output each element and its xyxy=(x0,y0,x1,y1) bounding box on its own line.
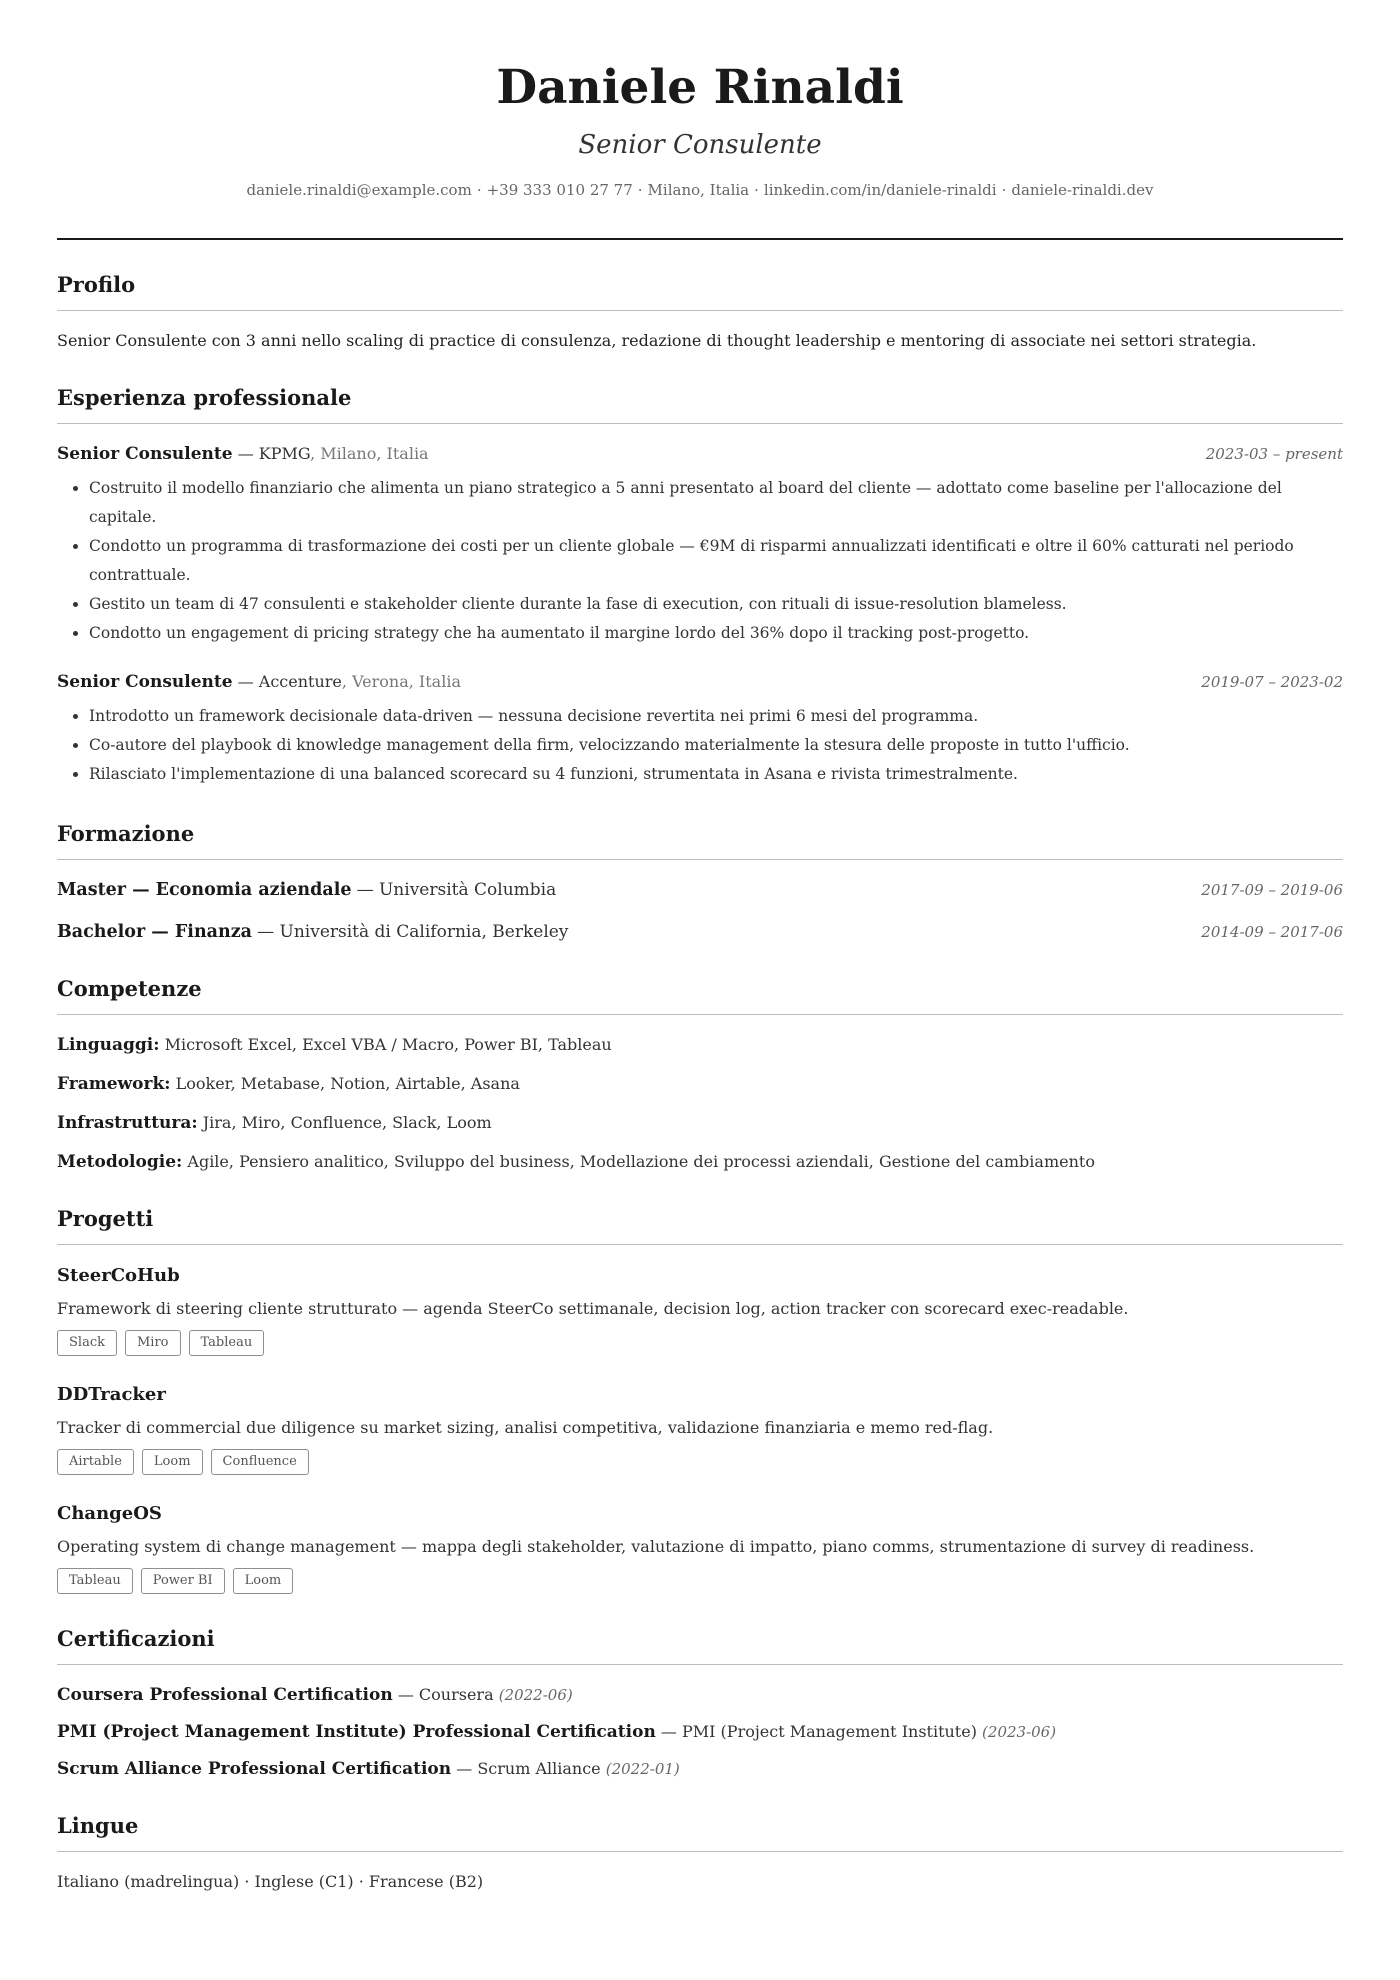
skill-row xyxy=(57,1150,1343,1174)
skill-label: Linguaggi: xyxy=(57,1035,160,1055)
job-dates: 2023-03 – present xyxy=(1205,445,1343,463)
education-dates: 2017-09 – 2019-06 xyxy=(1201,881,1343,899)
contact-separator: · xyxy=(476,181,482,199)
certification-name: Coursera Professional Certification xyxy=(57,1685,393,1705)
job-dates: 2019-07 – 2023-02 xyxy=(1201,673,1343,691)
certification-name: PMI (Project Management Institute) Professional Certification xyxy=(57,1722,656,1742)
project-name: ChangeOS xyxy=(57,1503,162,1524)
certification-date: (2023-06) xyxy=(982,1723,1057,1741)
skill-values: Jira, Miro, Confluence, Slack, Loom xyxy=(202,1113,492,1132)
education-entry xyxy=(57,920,1343,944)
skill-label: Framework: xyxy=(57,1074,171,1094)
skill-values: Agile, Pensiero analitico, Sviluppo del business, Modellazione dei processi aziendali, Gestione del cambiamento xyxy=(187,1152,1095,1171)
skills-section xyxy=(57,976,1343,1174)
contact-line xyxy=(57,180,1343,200)
job-bullet: • Gestito un team di 47 consulenti e stakeholder cliente durante la fase di execution, con rituali di issue-resolution blameless. xyxy=(89,590,1343,619)
section-heading-education: Formazione xyxy=(57,821,1343,860)
section-heading-certifications: Certificazioni xyxy=(57,1626,1343,1665)
certifications-section xyxy=(57,1626,1343,1781)
contact-phone[interactable]: +39 333 010 27 77 xyxy=(486,181,633,199)
job-bullet: • Condotto un engagement di pricing strategy che ha aumentato il margine lordo del 36% dopo il tracking post-progetto. xyxy=(89,619,1343,648)
contact-email[interactable]: daniele.rinaldi@example.com xyxy=(246,181,472,199)
job-bullets xyxy=(57,474,1343,648)
certification-name: Scrum Alliance Professional Certification xyxy=(57,1759,452,1779)
header-divider xyxy=(57,238,1343,240)
certification-issuer: PMI (Project Management Institute) xyxy=(682,1722,977,1741)
section-heading-languages: Lingue xyxy=(57,1813,1343,1852)
dash: — xyxy=(456,1759,473,1778)
job-bullet: • Costruito il modello finanziario che alimenta un piano strategico a 5 anni presentato al board del cliente — adottato come baseline per l'allocazione del capitale. xyxy=(89,474,1343,532)
project-entry xyxy=(57,1382,1343,1475)
project-tag: Slack xyxy=(57,1330,117,1356)
experience-section xyxy=(57,385,1343,789)
education-section xyxy=(57,821,1343,944)
certification-issuer: Coursera xyxy=(418,1685,494,1704)
project-tag: Loom xyxy=(233,1568,294,1594)
job-entry xyxy=(57,670,1343,789)
job-location: Verona, Italia xyxy=(352,672,461,691)
job-location: Milano, Italia xyxy=(320,444,429,463)
education-degree: Bachelor — Finanza xyxy=(57,922,253,942)
project-tag: Miro xyxy=(125,1330,181,1356)
skill-row xyxy=(57,1111,1343,1135)
project-tag: Airtable xyxy=(57,1449,134,1475)
certification-entry xyxy=(57,1757,1343,1781)
job-company: Accenture xyxy=(258,672,342,691)
contact-separator: · xyxy=(1001,181,1007,199)
project-tag: Power BI xyxy=(141,1568,225,1594)
project-entry xyxy=(57,1501,1343,1594)
dash: — xyxy=(257,922,275,942)
job-bullets xyxy=(57,702,1343,789)
dash: — xyxy=(660,1722,677,1741)
education-entry xyxy=(57,878,1343,902)
project-description: Framework di steering cliente strutturato — agenda SteerCo settimanale, decision log, action tracker con scorecard exec-readable. xyxy=(57,1299,1129,1318)
project-tag: Tableau xyxy=(189,1330,265,1356)
languages-section xyxy=(57,1813,1343,1894)
project-tags xyxy=(57,1449,1343,1475)
job-role: Senior Consulente xyxy=(57,444,233,464)
projects-section xyxy=(57,1206,1343,1594)
project-tag: Tableau xyxy=(57,1568,133,1594)
project-name: SteerCoHub xyxy=(57,1265,180,1286)
resume-header xyxy=(57,0,1343,240)
project-name: DDTracker xyxy=(57,1384,166,1405)
contact-separator: · xyxy=(637,181,643,199)
dash: — xyxy=(356,880,374,900)
project-description: Operating system di change management — mappa degli stakeholder, valutazione di impatto, piano comms, strumentazione di survey di readiness. xyxy=(57,1537,1255,1556)
job-entry xyxy=(57,442,1343,648)
skill-values: Microsoft Excel, Excel VBA / Macro, Power BI, Tableau xyxy=(164,1035,612,1054)
contact-location: Milano, Italia xyxy=(647,181,750,199)
skill-label: Metodologie: xyxy=(57,1152,183,1172)
project-tag: Confluence xyxy=(211,1449,309,1475)
dash: — xyxy=(397,1685,414,1704)
certification-issuer: Scrum Alliance xyxy=(477,1759,601,1778)
certification-date: (2022-01) xyxy=(605,1760,680,1778)
job-role: Senior Consulente xyxy=(57,672,233,692)
contact-website[interactable]: daniele-rinaldi.dev xyxy=(1011,181,1154,199)
project-description: Tracker di commercial due diligence su market sizing, analisi competitiva, validazione finanziaria e memo red-flag. xyxy=(57,1418,994,1437)
project-tag: Loom xyxy=(142,1449,203,1475)
candidate-title: Senior Consulente xyxy=(578,130,822,160)
project-tags xyxy=(57,1330,1343,1356)
profile-summary: Senior Consulente con 3 anni nello scaling di practice di consulenza, redazione di thought leadership e mentoring di associate nei settori strategia. xyxy=(57,331,1257,350)
job-heading: Senior Consulente — KPMG, Milano, Italia xyxy=(57,444,429,464)
job-bullet: • Rilasciato l'implementazione di una balanced scorecard su 4 funzioni, strumentata in Asana e rivista trimestralmente. xyxy=(89,760,1343,789)
profile-section xyxy=(57,272,1343,353)
skill-label: Infrastruttura: xyxy=(57,1113,198,1133)
certification-entry xyxy=(57,1683,1343,1707)
contact-linkedin[interactable]: linkedin.com/in/daniele-rinaldi xyxy=(763,181,997,199)
dash: — xyxy=(237,444,254,463)
section-heading-projects: Progetti xyxy=(57,1206,1343,1245)
job-heading: Senior Consulente — Accenture, Verona, Italia xyxy=(57,672,461,692)
job-bullet: • Introdotto un framework decisionale data-driven — nessuna decisione revertita nei primi 6 mesi del programma. xyxy=(89,702,1343,731)
skill-values: Looker, Metabase, Notion, Airtable, Asana xyxy=(175,1074,520,1093)
languages-list: Italiano (madrelingua) · Inglese (C1) · Francese (B2) xyxy=(57,1872,484,1891)
education-dates: 2014-09 – 2017-06 xyxy=(1201,923,1343,941)
job-company: KPMG xyxy=(258,444,311,463)
project-tags xyxy=(57,1568,1343,1594)
certification-entry xyxy=(57,1720,1343,1744)
job-bullet: • Co-autore del playbook di knowledge management della firm, velocizzando materialmente la stesura delle proposte in tutto l'ufficio. xyxy=(89,731,1343,760)
job-bullet: • Condotto un programma di trasformazione dei costi per un cliente globale — €9M di risparmi annualizzati identificati e oltre il 60% catturati nel periodo contrattuale. xyxy=(89,532,1343,590)
skill-row xyxy=(57,1033,1343,1057)
section-heading-experience: Esperienza professionale xyxy=(57,385,1343,424)
contact-separator: · xyxy=(754,181,759,199)
section-heading-skills: Competenze xyxy=(57,976,1343,1015)
education-school: Università Columbia xyxy=(378,880,557,900)
dash: — xyxy=(237,672,254,691)
section-heading-profile: Profilo xyxy=(57,272,1343,311)
skill-row xyxy=(57,1072,1343,1096)
education-school: Università di California, Berkeley xyxy=(279,922,569,942)
certification-date: (2022-06) xyxy=(498,1686,573,1704)
candidate-name: Daniele Rinaldi xyxy=(496,60,904,115)
education-degree: Master — Economia aziendale xyxy=(57,880,352,900)
project-entry xyxy=(57,1263,1343,1356)
